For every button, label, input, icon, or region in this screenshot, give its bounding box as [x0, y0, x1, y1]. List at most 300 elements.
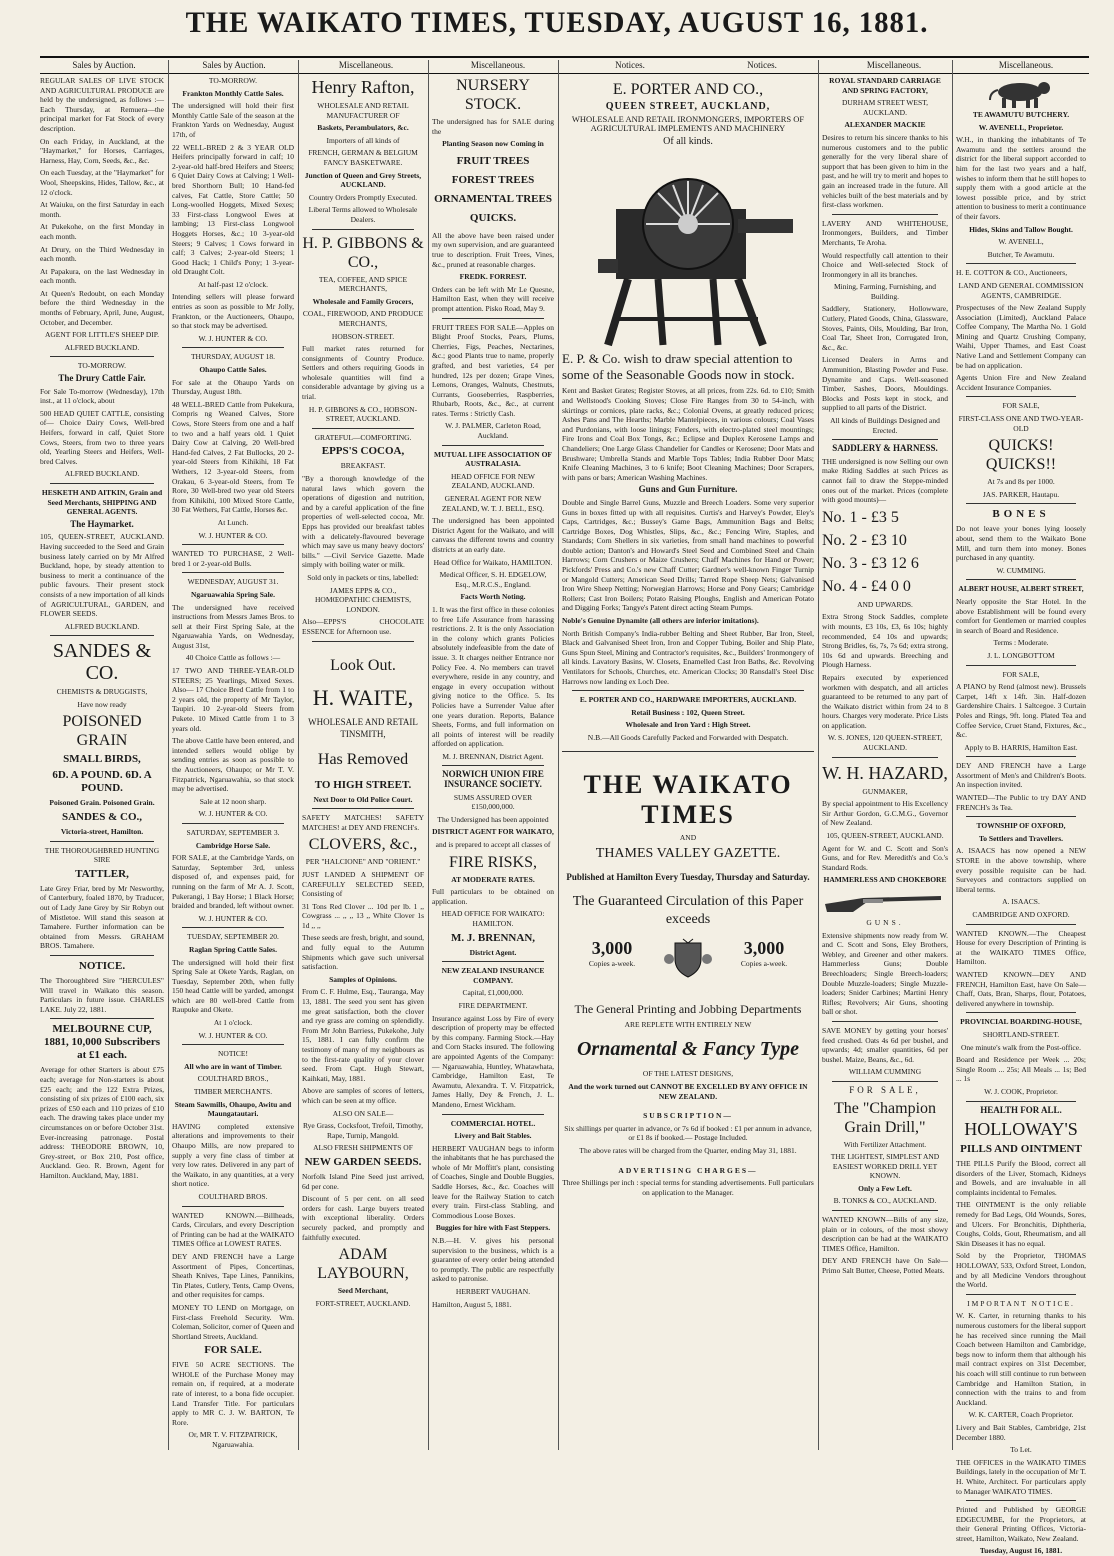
column-header: Sales by Auction.: [202, 60, 266, 70]
ad-heading: HOBSON-STREET.: [331, 331, 395, 341]
imprint-date: Tuesday, August 16, 1881.: [979, 1546, 1063, 1556]
divider: [442, 445, 544, 446]
chaff-cutter-illustration: [568, 149, 808, 349]
ad-heading: MUTUAL LIFE ASSOCIATION OF AUSTRALASIA.: [433, 449, 552, 469]
ad-text: Repairs executed by experienced workmen with despatch, and all articles guaranteed to be returned to any part of the Waikato district within from 24 to 8 hours. Charges very moderate. Price Lists on application.: [822, 672, 948, 730]
ad-heading: Ngaruawahia Spring Sale.: [191, 589, 275, 599]
ad-heading: SMALL BIRDS,: [63, 753, 141, 766]
ad-text: The undersigned has for SALE during the: [432, 117, 554, 136]
ad-heading: Raglan Spring Cattle Sales.: [189, 944, 277, 954]
ad-heading: GUNS.: [866, 918, 904, 927]
ad-heading: COAL, FIREWOOD, AND PRODUCE MERCHANTS,: [302, 309, 424, 328]
ad-title: NOTICE.: [78, 960, 126, 972]
ad-text: Licensed Dealers in Arms and Ammunition, Blasting Powder and Fuse. Dynamite and Caps. Well-seasoned Timber, Sashes, Doors, Mouldings. Blocks and Posts kept in stock, and supplied to all parts of the District.: [822, 355, 948, 413]
signature: W. CUMMING.: [996, 565, 1046, 575]
shotgun-illustration: [823, 888, 947, 916]
ad-text: WANTED KNOWN.—Billheads, Cards, Circulars, and every Description of Printing can be had at the WAIKATO TIMES Office at LOWEST RATES.: [172, 1210, 294, 1249]
ad-heading: Wholesale and Iron Yard : High Street.: [625, 720, 751, 730]
divider: [312, 229, 414, 230]
ad-heading: JAMES EPPS & CO., HOMŒOPATHIC CHEMISTS, LONDON.: [315, 585, 411, 614]
divider: [50, 841, 154, 842]
ad-heading: ROYAL STANDARD CARRIAGE AND SPRING FACTORY,: [829, 76, 941, 95]
ad-text: On each Tuesday, at the "Haymarket" for Wool, Sheepskins, Hides, Tallow, &c., at 12 o'clock.: [40, 168, 164, 197]
ad-heading: To Let.: [1010, 1445, 1032, 1455]
signature: W. J. HUNTER & CO.: [198, 913, 268, 923]
ad-text: At Papakura, on the last Wednesday in each month.: [40, 266, 164, 286]
ad-text: Late Grey Friar, bred by Mr Nesworthy, of Canterbury, foaled 1870, by Traducer, out of Lady Jane Grey by Sir Robyn out of Mistletoe. Will stand this season at Tamahere. Further information can be obtained from Messrs. GRAHAM BROS. Tamahere.: [40, 883, 164, 951]
column-5-6: [562, 76, 814, 1451]
ad-text: From C. F. Hulme, Esq., Tauranga, May 13, 1881. The seed you sent has given me great satisfaction, both the clover and rye grass are coming on splendidly. From Mr John Barriess, Pukekohe, July 15, 1881. I can fully confirm the testimony of many of my neighbours as to the first-rate quality of your clover seed. From Capt. Hugh Stewart, Kaihkati, May, 1881.: [302, 987, 424, 1083]
signature: W. J. COOK, Proprietor.: [984, 1086, 1058, 1096]
ad-heading: HEAD OFFICE FOR NEW ZEALAND, AUCKLAND.: [451, 471, 535, 491]
divider: [966, 396, 1076, 397]
signature: Butcher, Te Awamutu.: [987, 249, 1055, 259]
divider: [966, 924, 1076, 925]
ad-title: ADAM LAYBOURN,: [317, 1246, 409, 1283]
ad-heading: Buggies for hire with Fast Steppers.: [435, 1223, 551, 1233]
ad-heading: FORT-STREET, AUCKLAND.: [315, 1298, 411, 1308]
ad-heading: Baskets, Perambulators, &c.: [317, 123, 409, 133]
ad-text: Six shillings per quarter in advance, or 7s 6d if booked : £1 per annum in advance, or £1 8s if booked.— Postage Included.: [564, 1123, 812, 1143]
ad-text: CAMBRIDGE AND OXFORD.: [972, 910, 1070, 919]
column-divider: [428, 60, 429, 1450]
divider: [182, 927, 284, 928]
ad-heading: FRENCH, GERMAN & BELGIUM FANCY BASKETWARE.: [308, 148, 418, 167]
ad-text: 105, QUEEN-STREET, AUCKLAND. Having succeeded to the Seed and Grain business lately carried on by Mr Alfred Buckland, hope, by steady attention to business to merit a continuance of the public favours. Their present stock consists of a new importation of all kinds of AGRICULTURAL, GARDEN, and FLOWER SEEDS.: [40, 532, 164, 619]
ad-text: Orders can be left with Mr Le Quesne, Hamilton East, when they will receive prompt attention. Pisko Road, May 9.: [432, 284, 554, 313]
ad-heading: WHOLESALE AND RETAIL MANUFACTURER OF: [317, 101, 409, 120]
ad-heading: Published at Hamilton Every Tuesday, Thursday and Saturday.: [566, 872, 810, 883]
signature: HERBERT VAUGHAN.: [455, 1287, 531, 1296]
column-divider: [298, 60, 299, 1450]
column-divider: [168, 60, 169, 1450]
divider: [442, 318, 544, 319]
divider: [832, 214, 938, 215]
ad-heading: ALEXANDER MACKIE: [844, 120, 926, 130]
ad-heading: DISTRICT AGENT FOR WAIKATO,: [432, 827, 554, 837]
ad-heading: NOTICE!: [218, 1049, 248, 1059]
ad-text: 22 WELL-BRED 2 & 3 YEAR OLD Heifers principally forward in calf; 10 2-year-old half-bred Heifers and Steers; 6 Quiet Dairy Cows at Calving; 1 Well-bred Shorthorn Bull; 10 Hand-fed calves, Fat Cattle, Store Cattle; 50 Long-woolled Hoggets, Mixed Sexes; 33 First-class Longwool Ewes at lambing; 13 First-class Longwool Hoggets Horses, &c.; 10 3-year-old Steers; 9 Calves; 1 Cows forward in calf; 3 Calves; 2-year-old Steers; 1 Good Hack; 1 Child's Pony; 1 3-year-old Draught Colt.: [172, 142, 294, 277]
signature: J. L. LONGBOTTOM: [987, 650, 1055, 660]
ad-heading: SADDLERY & HARNESS.: [832, 443, 938, 454]
circulation-number: 3,000: [743, 937, 785, 958]
divider: [442, 765, 544, 766]
ad-heading: Samples of Opinions.: [329, 974, 397, 984]
ad-text: FIRST-CLASS ONE AND TWO-YEAR-OLD: [958, 414, 1084, 433]
price-line: No. 2 - £3 10: [822, 531, 907, 549]
ad-heading: To Settlers and Travellers.: [978, 833, 1064, 843]
divider: [832, 1210, 938, 1211]
ad-heading: Next Door to Old Police Court.: [313, 794, 413, 804]
column-header: Miscellaneous.: [998, 60, 1054, 70]
ad-text: THE OINTMENT is the only reliable remedy for Bad Legs, Old Wounds, Sores, and Ulcers. For Bronchitis, Diphtheria, Coughs, Colds, Gout, Rheumatism, and all Skin Diseases it has no equal.: [956, 1200, 1086, 1248]
ad-text: Country Orders Promptly Executed.: [308, 192, 418, 202]
ad-heading: Ohaupo Cattle Sales.: [199, 365, 267, 375]
ad-text: These seeds are fresh, bright, and sound, and fully equal to the Autumn Shipments which gave such universal satisfaction.: [302, 933, 424, 972]
divider: [966, 579, 1076, 580]
column-header: Notices.: [747, 60, 777, 70]
divider: [50, 1018, 154, 1019]
ad-title: SANDES & CO.: [52, 640, 152, 685]
column-3: [302, 76, 424, 1451]
price-line: No. 3 - £3 12 6: [822, 554, 919, 572]
ad-title: QUICKS! QUICKS!!: [985, 437, 1057, 474]
ad-heading: QUEEN STREET, AUCKLAND,: [605, 101, 771, 112]
ad-text: THE LIGHTEST, SIMPLEST AND EASIEST WORKED DRILL YET KNOWN.: [830, 1152, 940, 1181]
ad-title: THAMES VALLEY GAZETTE.: [595, 846, 781, 862]
ad-heading: Wholesale and Family Grocers,: [312, 296, 414, 306]
ad-text: Discount of 5 per cent. on all seed orders for cash. Large buyers treated with exceptional liberality. Orders securely packed, and promptly and faithfully executed.: [302, 1194, 424, 1242]
divider: [832, 1021, 938, 1022]
ad-text: At Queen's Redoubt, on each Monday before the third Wednesday in the months of February, April, June, August, October, and December.: [40, 288, 164, 327]
masthead: THE WAIKATO TIMES, TUESDAY, AUGUST 16, 1881.: [185, 6, 929, 39]
column-headers: [40, 60, 1090, 74]
ad-text: W. K. Carter, in returning thanks to his numerous customers for the liberal support he has received since running the Mail Coach between Hamilton and Cambridge, begs now to inform them that although his mail contract expires on 31st December, his coach will still continue to run between Cambridge and Hamilton Station, in connection with the trains to and from Auckland.: [956, 1311, 1086, 1407]
signature: B. TONKS & CO., AUCKLAND.: [833, 1196, 937, 1206]
ad-title: The "Champion Grain Drill,": [833, 1099, 937, 1136]
ad-heading: TUESDAY, SEPTEMBER 20.: [187, 932, 279, 942]
ad-heading: Hides, Skins and Tallow Bought.: [969, 224, 1073, 234]
ad-text: ARE REPLETE WITH ENTIRELY NEW: [624, 1019, 752, 1029]
column-header: Miscellaneous.: [866, 60, 922, 70]
ad-text: Full particulars to be obtained on application.: [432, 887, 554, 906]
ad-heading: District Agent.: [469, 947, 517, 957]
circulation-number: 3,000: [591, 937, 633, 958]
ad-heading: AT MODERATE RATES.: [451, 874, 535, 884]
circulation-label: Copies a-week.: [740, 958, 788, 968]
divider: [966, 1012, 1076, 1013]
ad-heading: M. J. BRENNAN,: [450, 931, 536, 944]
ad-heading: Noble's Genuine Dynamite (all others are inferior imitations).: [562, 616, 759, 626]
ad-text: Of all kinds.: [663, 135, 713, 147]
ad-text: DEY AND FRENCH have a Large Assortment of Men's and Children's Boots. An inspection invited.: [956, 761, 1086, 790]
ad-heading: TO HIGH STREET.: [314, 778, 412, 791]
ad-heading: SUBSCRIPTION—: [643, 1111, 733, 1121]
divider: [832, 1081, 938, 1082]
ad-text: HEAD OFFICE FOR WAIKATO: HAMILTON.: [441, 909, 545, 928]
ad-heading: NEW GARDEN SEEDS.: [304, 1155, 422, 1168]
ad-text: At Waiuku, on the first Saturday in each month.: [40, 200, 164, 219]
ad-text: Intending sellers will please forward entries as soon as possible to Mr Jolly, Frankton, or the Auctioneers, Ohaupo, so that stock may be advertised.: [172, 292, 294, 331]
ad-text: At Pukekohe, on the first Monday in each month.: [40, 222, 164, 241]
ad-text: DEY AND FRENCH have On Sale—Primo Salt Butter, Cheese, Potted Meats.: [822, 1256, 948, 1276]
ad-heading: TOWNSHIP OF OXFORD,: [976, 821, 1066, 831]
column-1: [40, 76, 164, 1451]
ad-text: Have now ready: [77, 699, 127, 709]
ad-heading: SATURDAY, SEPTEMBER 3.: [186, 827, 280, 837]
ad-text: Desires to return his sincere thanks to his numerous customers and to the public generally for the very liberal share of support that has been given to him in the past, and he will try to merit and hopes to gain an increased trade in the future. All vehicles built of the best materials and by first-class workmen.: [822, 132, 948, 210]
ad-text: Rye Grass, Cocksfoot, Trefoil, Timothy, Rape, Turnip, Mangold.: [302, 1121, 424, 1140]
divider: [312, 428, 414, 429]
ad-title: MELBOURNE CUP, 1881, 10,000 Subscribers at £1 each.: [43, 1023, 161, 1062]
ad-heading: PROVINCIAL BOARDING-HOUSE,: [960, 1017, 1082, 1027]
ad-text: 105, QUEEN-STREET, AUCKLAND.: [826, 831, 944, 841]
ad-heading: NORWICH UNION FIRE INSURANCE SOCIETY.: [442, 769, 544, 790]
ad-text: Three Shillings per inch : special terms for standing advertisements. Full particulars on application to the Manager.: [562, 1178, 814, 1197]
ad-text: Livery and Bait Stables, Cambridge, 21st December 1880.: [956, 1422, 1086, 1442]
ad-text: MONEY TO LEND on Mortgage, on First-class Freehold Security. Wm. Coleman, Solicitor, corner of Queen and Shortland Streets, Auckland.: [172, 1302, 294, 1341]
ad-text: Terms : Moderate.: [993, 638, 1049, 648]
ad-heading: Livery and Bait Stables.: [454, 1131, 532, 1141]
signature: FREDK. FORREST.: [459, 272, 527, 282]
ad-text: W.H., in thanking the inhabitants of Te Awamutu and the settlers around the district for the liberal support accorded to him for the last two years and a half, wishes to inform them that he still hopes to supply them with a good article at the lowest possible price, and by strict attention to business to merit a continuance of their favors.: [956, 135, 1086, 221]
ad-heading: Steam Sawmills, Ohaupo, Awitu and Maungatautari.: [174, 1099, 292, 1119]
ad-text: THE PILLS Purify the Blood, correct all disorders of the Liver, Stomach, Kidneys and Bowels, and are invaluable in all complaints incidental to Females.: [956, 1159, 1086, 1197]
column-divider: [818, 60, 819, 1450]
ad-text: The Thoroughbred Sire "HERCULES" Will travel in Waikato this season. Particulars in future issue. CHARLES LAKE. July 22, 1881.: [40, 976, 164, 1014]
ad-text: Sold only in packets or tins, labelled:: [307, 572, 419, 582]
signature: W. J. HUNTER & CO.: [198, 1030, 268, 1040]
circulation-right: [724, 937, 804, 969]
ad-text: WANTED KNOWN.—The Cheapest House for every Description of Printing is at the WAIKATO TIMES Office, Hamilton.: [956, 928, 1086, 967]
ad-title: The General Printing and Jobbing Departments: [574, 1001, 802, 1016]
column-8: [956, 76, 1086, 1556]
ad-text: 48 WELL-BRED Cattle from Pukekura, Compris ng Weaned Calves, Store Cows, Store Steers from one and a half to two and a half years old. 1 Quiet Dairy Cow at Calving, 20 Well-bred Hand-fed Calves, 2 Fat Bullocks, 20 2-year-old Steers from Kihikihi, 18 Fat Wethers, 12 3-year-old Steers, from Orakau, 6 3-year-old Steers, from Te Rore, 30 Well-bred two year old Steers from Kihikihi, 100 Mixed Store Cattle, 30 Fat Wethers, Fat Cattle, Horses &c.: [172, 399, 294, 515]
signature: ALFRED BUCKLAND.: [64, 469, 140, 479]
ad-text: and is prepared to accept all classes of: [435, 840, 551, 850]
ad-text: Do not leave your bones lying loosely about, send them to the Waikato Bone Mill, and turn them into money. Bones purchased in any quantity.: [956, 524, 1086, 563]
ad-heading: PER "HALCIONE" AND "ORIENT.": [305, 857, 421, 867]
signature: W. J. PALMER, Carleton Road, Auckland.: [445, 421, 541, 441]
ad-text: All the above have been raised under my own supervision, and are guaranteed true to description. Fruit Trees, Vines, &c., pruned at reasonable charges.: [432, 230, 554, 269]
ad-title: BONES: [992, 508, 1050, 521]
divider: [182, 823, 284, 824]
header-rule: [40, 73, 1089, 74]
ad-text: LAND AND GENERAL COMMISSION AGENTS, CAMBRIDGE.: [958, 280, 1084, 300]
ad-heading: 6D. A POUND. 6D. A POUND.: [52, 769, 152, 795]
ad-heading: Guns and Gun Furniture.: [638, 484, 738, 495]
ad-heading: WHOLESALE AND RETAIL TINSMITH,: [308, 716, 418, 739]
ad-text: 500 HEAD QUIET CATTLE, consisting of— Choice Dairy Cows, Well-bred Heifers, forward in calf, Quiet Store Cows, Steers, from two to three years old, Yearling Steers and Heifers, Well-bred Calves.: [40, 408, 164, 466]
ad-title: POISONED GRAIN: [62, 713, 142, 750]
ad-text: DURHAM STREET WEST, AUCKLAND.: [841, 98, 929, 117]
ad-text: THE undersigned is now Selling our own make Riding Saddles at such Prices as cannot fail to draw the Steppe-minded ones out of the market. Prices (complete with good mounts)—: [822, 456, 948, 505]
ad-text: The undersigned has been appointed District Agent for the Waikato, and will canvass the different towns and country districts at an early date.: [432, 516, 554, 554]
divider: [966, 503, 1076, 504]
ad-heading: Only a Few Left.: [858, 1183, 912, 1193]
ad-text: The Undersigned has been appointed: [437, 814, 549, 824]
ad-text: WANTED KNOWN—DEY AND FRENCH, Hamilton East, have On Sale—Chaff, Oats, Bran, Sharps, flour, Potatoes, delivered anywhere in township.: [956, 969, 1086, 1008]
signature: W. J. HUNTER & CO.: [198, 530, 268, 540]
ad-text: Importers of all kinds of: [326, 135, 400, 145]
signature: A. ISAACS.: [1002, 897, 1040, 907]
ad-text: FIVE 50 ACRE SECTIONS. The WHOLE of the Purchase Money may remain on, if required, at a moderate rate of interest, to a bona fide occupier. Land Transfer Title. For particulars apply to MR C. J. W. BARTON, Te Rore.: [172, 1360, 294, 1427]
ad-text: 1. It was the first office in these colonies to free Life Assurance from harassing restrictions. 2. It is the only Association in the colony which grants Policies absolutely indefeasible from the date of issue. 3. It charges neither Entrance nor Policy Fee. 4. No members can travel everywhere, reside in any country, and engage in every occupation without giving notice to the Office. 5. Its Policies have a Surrender Value after one years duration. Reports, Balance Sheets, Forms, and full information on all points of interest will be readily afforded on application.: [432, 604, 554, 749]
ad-text: HERBERT VAUGHAN begs to inform the inhabitants that he has purchased the whole of Mr Moffitt's plant, consisting of Coaches, Single and Double Buggies, Saddle Horses, &c., &c. Coaches will leave for the Railway Station to catch every train. First-class Stabling, and Commodious Loose Boxes.: [432, 1143, 554, 1220]
ad-text: On each Friday, in Auckland, at the "Haymarket," for Horses, Carriages, Harness, Hay, Corn, Seeds, &c., &c.: [40, 136, 164, 165]
divider: [966, 665, 1076, 666]
ad-heading: HEALTH FOR ALL.: [980, 1104, 1062, 1115]
ad-title: FOR SALE.: [204, 1344, 262, 1357]
ad-text: Head Office for Waikato, HAMILTON.: [433, 557, 553, 567]
ad-heading: FOREST TREES: [451, 173, 535, 186]
ad-text: At 1 o'clock.: [213, 1018, 253, 1028]
divider: [966, 816, 1076, 817]
ad-text: Average for other Starters is about £75 each; average for Non-starters is about £25 each; and the 122 Extra Prizes, consisting of six prizes of £100 each, six prizes of £50 each and 110 prizes of £10 each. The drawing takes place under my circumstances on or before October 31st. Ever-increasing patronage. Postal address: THEODORE BROWN, 10, Grey-street, or Box 210, Post office, Auckland. Geo. R. Brown, Agent for Hamilton. Auckland, May, 1881.: [40, 1065, 164, 1180]
ad-heading: FOR SALE,: [1002, 401, 1040, 411]
ad-title: The Guaranteed Circulation of this Paper exceeds: [572, 893, 804, 927]
ad-text: At Drury, on the Third Wednesday in each month.: [40, 244, 164, 264]
ad-text: THE OFFICES in the WAIKATO TIMES Buildings, lately in the occupation of Mr T. H. White, Architect. For particulars apply to Manager WAIKATO TIMES.: [956, 1457, 1086, 1496]
imprint: Printed and Published by GEORGE EDGECUMBE, for the Proprietors, at their General Printing Offices, Victoria-street, Hamilton, Waikato, New Zealand.: [956, 1505, 1086, 1543]
divider: [182, 544, 284, 545]
signature: M. J. BRENNAN, District Agent.: [442, 751, 544, 761]
ad-heading: GUNMAKER,: [862, 786, 908, 796]
ad-title: Has Removed: [317, 750, 409, 768]
ad-heading: All who are in want of Timber.: [184, 1061, 282, 1071]
ad-heading: Planting Season now Coming in: [442, 139, 544, 149]
divider: [562, 751, 814, 752]
ad-title: NURSERY STOCK.: [456, 77, 530, 113]
divider: [966, 263, 1076, 264]
divider: [312, 641, 414, 642]
ad-heading: And the work turned out CANNOT BE EXCELLED BY ANY OFFICE IN NEW ZEALAND.: [568, 1081, 808, 1101]
ad-heading: TEA, COFFEE, AND SPICE MERCHANTS,: [318, 274, 408, 294]
ad-text: Sold by the Proprietor, THOMAS HOLLOWAY, 533, Oxford Street, London, and by all Medicine Vendors throughout the World.: [956, 1251, 1086, 1290]
divider: [50, 356, 154, 357]
newspaper-title: THE WAIKATO TIMES: [583, 769, 793, 829]
divider: [442, 1114, 544, 1115]
ad-text: SAVE MONEY by getting your horses' feed crushed. Oats 4s 6d per bushel, and upwards; 4d; smaller quantities, 6d per bushel. Maize, Beans, &c., 6d.: [822, 1025, 948, 1064]
ad-heading: AGENT FOR LITTLE'S SHEEP DIP.: [44, 330, 160, 340]
signature: Apply to B. HARRIS, Hamilton East.: [964, 742, 1078, 752]
ad-text: "By a thorough knowledge of the natural laws which govern the operations of digestion and nutrition, and by a careful application of the fine properties of well-selected cocoa, Mr. Epps has provided our breakfast tables with a delicately-flavoured beverage which may save us many heavy doctors' bills." —Civil Service Gazette. Made simply with boiling water or milk.: [302, 474, 424, 570]
ad-text: For Sale To-morrow (Wednesday), 17th inst., at 11 o'clock, about: [40, 386, 164, 406]
signature: W. J. HUNTER & CO.: [198, 809, 268, 819]
ad-text: All kinds of Buildings Designed and Erected.: [830, 416, 940, 435]
ad-text: Full market rates returned for consignments of Country Produce. Settlers and others requiring Goods in wholesale quantities will find a considerable advantage by giving us a trial.: [302, 344, 424, 402]
ad-text: Agents Union Fire and New Zealand Accident Insurance Companies.: [956, 373, 1086, 392]
ad-heading: FOR SALE,: [1002, 669, 1040, 679]
column-divider: [952, 60, 953, 1450]
ad-heading: NEW ZEALAND INSURANCE COMPANY.: [441, 966, 545, 985]
ad-heading: TO-MORROW.: [77, 361, 127, 371]
ad-text: Board and Residence per Week ... 20s; Single Room ... 25s; All Meals ... 1s; Bed ... 1s: [956, 1055, 1086, 1084]
ad-heading: TO-MORROW.: [208, 76, 258, 85]
ad-title: EPPS'S COCOA,: [321, 445, 405, 458]
ad-heading: Facts Worth Noting.: [460, 592, 526, 602]
divider: [442, 961, 544, 962]
ad-heading: IMPORTANT NOTICE.: [967, 1298, 1075, 1308]
ad-title: CLOVERS, &c.,: [308, 836, 418, 854]
ad-title: E. P. & Co. wish to draw special attention to some of the Seasonable Goods now in stock.: [562, 351, 795, 383]
bull-illustration: [986, 76, 1056, 110]
ad-title: Henry Rafton,: [311, 77, 415, 97]
ad-text: The undersigned have received instructions from Messrs James Bros. to sell at their First Spring Sale, at the Ngaruawahia Yards, on Wednesday, August 31st,: [172, 602, 294, 650]
divider: [966, 1294, 1076, 1295]
ad-text: N.B.—H. V. gives his personal supervision to the business, which is a guarantee of every order being attended to promptly. The public are respectfully asked to patronise.: [432, 1236, 554, 1284]
circulation-label: Copies a-week.: [588, 958, 636, 968]
ad-text: Agent for W. and C. Scott and Son's Guns, and for Rev. Meredith's and Co.'s Standard Rods.: [822, 843, 948, 872]
ad-text: WANTED KNOWN—Bills of any size, plain or in colours, of the most showy description can be had at the WAIKATO TIMES Office, Hamilton.: [822, 1215, 948, 1253]
ad-text: At 7s and 8s per 1000.: [987, 477, 1055, 487]
ad-heading: The Drury Cattle Fair.: [58, 373, 146, 384]
ad-title: E. PORTER AND CO.,: [612, 81, 764, 98]
ad-heading: ORNAMENTAL TREES: [434, 192, 552, 205]
signature: ALFRED BUCKLAND.: [64, 621, 140, 631]
ad-heading: Frankton Monthly Cattle Sales.: [182, 88, 284, 98]
ad-heading: Victoria-street, Hamilton.: [60, 827, 144, 837]
ad-text: At Lunch.: [217, 517, 249, 527]
ad-text: Sale at 12 noon sharp.: [199, 796, 267, 806]
ad-text: The above rates will be charged from the Quarter, ending May 31, 1881.: [579, 1145, 797, 1155]
ad-text: For sale at the Ohaupo Yards on Thursday, August 18th.: [172, 377, 294, 397]
column-7: [822, 76, 948, 1451]
ad-heading: THE THOROUGHBRED HUNTING SIRE: [44, 845, 160, 865]
ad-heading: Junction of Queen and Grey Streets, AUCKLAND.: [304, 170, 422, 190]
divider: [312, 808, 414, 809]
divider: [182, 572, 284, 573]
ad-text: One minute's walk from the Post-office.: [961, 1042, 1081, 1052]
ad-heading: QUICKS.: [469, 211, 517, 224]
ad-heading: SANDES & CO.,: [61, 811, 143, 824]
ad-heading: FIRE DEPARTMENT.: [458, 1000, 528, 1010]
divider: [182, 1044, 284, 1045]
signature: W. J. HUNTER & CO.: [198, 333, 268, 343]
ad-text: Kent and Basket Grates; Register Stoves, at all prices, from 22s. 6d. to £10; Smith and Wellstood's Cooking Stoves; Close Fire Ranges from 30 to 54-inch, with skirtings or cornices, plate racks, &c.; Colonial Ovens, at greatly reduced prices; Ashes Pans and The Hearths; Marble Mantelpieces, in various colours; Coal Vases and Purdonians, with loose linings; Fenders, with electro-plated steel mountings; Fire Irons and Coal Box Tongs, &c.; Eclipse and Duplex Kerosene Lamps and Chandeliers; One Large Glass Chandelier for Candles or Kerosene; Door Mats and Brushware; Umbrella Stands and Marble Tops Tables; India Rubber Door Mats; Knife Cleaning Machines, 3 to 6 knife; Boot Cleaning Machines; Door Scrapers, with pans or bars; American Washing Machines.: [562, 386, 814, 482]
ad-heading: HAMMERLESS AND CHOKEBORE: [823, 875, 947, 885]
circulation-left: [572, 937, 652, 969]
ad-heading: Seed Merchant,: [337, 1286, 389, 1296]
ad-heading: With Fertilizer Attachment.: [843, 1139, 927, 1149]
ad-text: Saddlery, Stationery, Hollowware, Cutlery, Plated Goods, China, Glassware, Stoves, Paints, Oils, Moulding, Bar Iron, Coal Tar, Sheet Iron, Corrugated Iron, &c., &c.: [822, 304, 948, 352]
ad-text: Above are samples of scores of letters, which can be seen at my office.: [302, 1086, 424, 1105]
ad-heading: The Haymarket.: [70, 518, 134, 529]
ad-text: The above Cattle have been entered, and intended sellers would oblige by sending entries as soon as possible to the Auctioneers, Ohaupo; or Mr T. V. Fitzpatrick, Ngaruawahia, so that stock may be advertised.: [172, 736, 294, 794]
ad-text: FOR SALE, at the Cambridge Yards, on Saturday, September 3rd, unless disposed of, and expenses paid, for running on the farm of Mr A. J. Scott, Pukerangi, 1 Bay Horse; 1 Black Horse; braided and branded, left without owner.: [172, 853, 294, 911]
ad-heading: CHEMISTS & DRUGGISTS,: [56, 687, 148, 697]
signature: JAS. PARKER, Hautapu.: [982, 489, 1060, 499]
ad-heading: E. PORTER AND CO., HARDWARE IMPORTERS, AUCKLAND.: [579, 695, 797, 705]
divider: [832, 757, 938, 758]
ad-text: Nearly opposite the Star Hotel. In the above Establishment will be found every comfort for Gentlemen or married couples in search of Board and Residence.: [956, 596, 1086, 635]
ad-heading: Retail Business : 102, Queen Street.: [631, 707, 745, 717]
ad-heading: FOR SALE,: [849, 1084, 921, 1095]
signature: WILLIAM CUMMING: [848, 1067, 922, 1077]
divider: [182, 347, 284, 348]
ad-title: FIRE RISKS,: [448, 853, 538, 871]
ad-heading: ADVERTISING CHARGES—: [618, 1165, 758, 1175]
divider: [572, 690, 804, 691]
divider: [966, 756, 1076, 757]
ad-heading: ALSO ON SALE—: [332, 1108, 394, 1118]
divider: [966, 1101, 1076, 1102]
ad-text: N.B.—All Goods Carefully Packed and Forwarded with Despatch.: [587, 732, 789, 742]
ad-text: SUMS ASSURED OVER £150,000,000.: [453, 792, 533, 812]
ad-heading: WHOLESALE AND RETAIL IRONMONGERS, IMPORTERS OF AGRICULTURAL IMPLEMENTS AND MACHINERY: [571, 113, 805, 134]
price-line: No. 4 - £4 0 0: [822, 577, 911, 595]
signature: W. K. CARTER, Coach Proprietor.: [968, 1410, 1074, 1420]
ad-title: HOLLOWAY'S: [964, 1119, 1078, 1140]
column-header: Sales by Auction.: [72, 60, 136, 70]
ad-text: Extra Strong Stock Saddles, complete with mounts, £3 10s, £3, 6s 10s; highly recommended, £4 10s and upwards; Strong Bridles, 6s, 7s, 7s 6d; extra strong, 10s 6d and upwards. Breeching and Plough Harness.: [822, 612, 948, 670]
column-header: Notices.: [615, 60, 645, 70]
ad-text: Norfolk Island Pine Seed just arrived, 6d per cone.: [302, 1171, 424, 1191]
ad-text: FRUIT TREES FOR SALE—Apples on Blight Proof Stocks, Pears, Plums, Cherries, Figs, Peaches, Nectarines, &c.; good Plants true to name, properly grafted, and best varieties, £4 per hundred, 12s per dozen; Grape Vines, Lemons, Oranges, Walnuts, Chestnuts, Currants, Gooseberries, Raspberries, Rhubarb, Roots, &c., &c., at current rates. Terms : Strictly Cash.: [432, 322, 554, 418]
ad-text: SHORTLAND-STREET.: [982, 1029, 1060, 1039]
divider: [50, 635, 154, 636]
signature: COULTHARD BROS.: [198, 1191, 268, 1201]
ad-heading: WEDNESDAY, AUGUST 31.: [187, 577, 279, 587]
signature: H. P. GIBBONS & CO., HOBSON-STREET, AUCKLAND.: [308, 404, 418, 424]
column-2: [172, 76, 294, 1451]
ad-text: Double and Single Barrel Guns, Muzzle and Breech Loaders. Some very superior Guns in boxes fitted up with all requisites. Curtis's and Harvey's Powder, Eley's Caps, Cartridges, &c.; Bussey's Game Bags, Ammunition Bags and Belts; Cartridge Boxes, Dog Whistles, Slips, &c., &c.; Fencing Wire, Staples, and Standards; Corn Shellers in six varieties, from small hand machines to powerful double action; Danton's and Howard's Steel Seed and Combined Steel and Chain Harrows; Corn Crushers or Maize Crushers; Chaff Machines for Hand or Power; Pickfords' Press and Co.'s new Chaff Cutter; Gardner's well-known Finger Turnip or Mangold Cutters; American Seed Drills; Tarred Rope Sheep Nets; Galvanised Iron Wire Sheep Netting; Norwegian Harrows; Horse and Pony Gears; Cambridge Rollers; Cast Iron Boilers; Potato Raising Ploughs, English and American Potato and Digging Forks; Tangye's Patent direct acting Steam Pumps.: [562, 497, 814, 613]
signature: Or, MR T. V. FITZPATRICK, Ngaruawahia.: [188, 1430, 278, 1450]
ad-heading: 40 Choice Cattle as follows :—: [185, 653, 281, 663]
ad-heading: THURSDAY, AUGUST 18.: [190, 352, 276, 362]
ad-title: PILLS AND OINTMENT: [960, 1143, 1082, 1156]
signature: ALFRED BUCKLAND.: [64, 342, 140, 352]
